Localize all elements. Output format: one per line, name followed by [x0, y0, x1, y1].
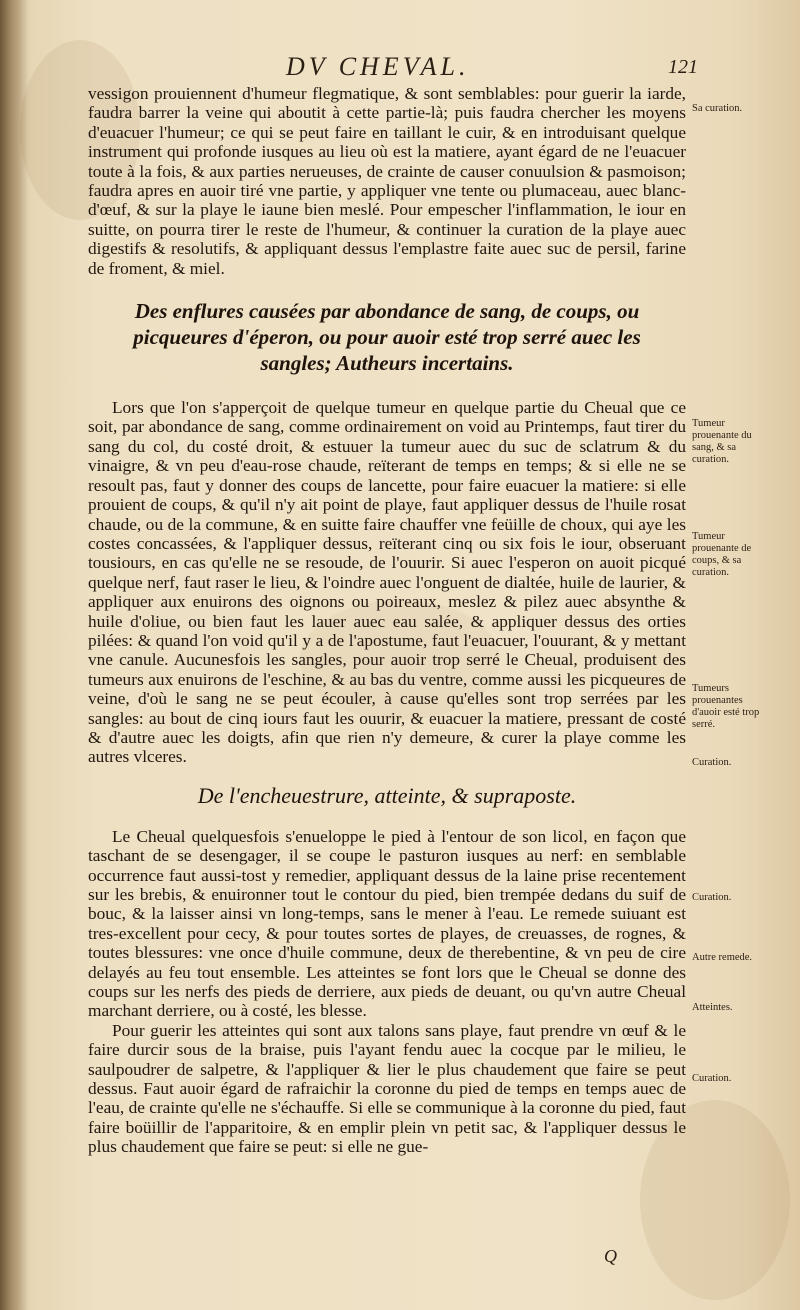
running-head-title: DV CHEVAL.	[286, 52, 470, 81]
margin-note: Tumeur prouenante du sang, & sa curation.	[692, 418, 752, 465]
body-text	[88, 84, 686, 1157]
page-number: 121	[668, 56, 698, 78]
catchword: Q	[604, 1246, 617, 1266]
margin-note: Autre remede.	[692, 952, 753, 963]
margin-note: Curation.	[692, 1073, 732, 1084]
paragraph: vessigon prouiennent d'humeur flegmatique, & sont semblables: pour guerir la iarde, faudra barrer la veine qui aboutit à cette partie-là; puis faudra chercher les moyens d'euacuer l'humeur; ce qui se peut faire en taillant le cuir, & en introduisant quelque instrument qui profonde iusques au lieu où est la matiere, ayant égard de ne l'euacuer toute à la fois, & aux parties nerueuses, de crainte de causer conuulsion & pasmoison; faudra apres en auoir tiré vne partie, y appliquer vne tente ou plumaceau, auec blanc-d'œuf, & sur la playe le iaune bien meslé. Pour empescher l'inflammation, le iour en suitte, on pourra tirer le reste de l'humeur, & continuer la curation de la playe auec digestifs & resolutifs, & appliquant dessus l'emplastre faite auec suc de persil, farine de froment, & miel.	[88, 84, 686, 278]
margin-note: Sa curation.	[692, 103, 743, 114]
section-heading: Des enflures causées par abondance de sang, de coups, ou picqueures d'éperon, ou pour auoir esté trop serré auec les sangles; Autheurs incertains.	[133, 299, 641, 376]
page-gutter-shadow	[0, 0, 28, 1310]
margin-note: Tumeurs prouenantes d'auoir esté trop serré.	[692, 683, 760, 730]
margin-note: Curation.	[692, 757, 732, 768]
section-heading: De l'encheuestrure, atteinte, & supraposte.	[197, 782, 577, 808]
running-head	[90, 52, 698, 86]
margin-note: Tumeur prouenante de coups, & sa curation.	[692, 531, 752, 578]
paragraph: Le Cheual quelquesfois s'enueloppe le pied à l'entour de son licol, en façon que taschant de se desengager, il se coupe le pasturon iusques au nerf: en semblable occurrence faut aussi-tost y remedier, appliquant dessus de la laine prise recentement sur les brebis, & enuironner tout le contour du pied, bien trempée dedans du suif de bouc, & la laisser ainsi vn long-temps, sans le mener à l'eau. Le remede suiuant est tres-excellent pour cecy, & pour toutes sortes de playes, de creuasses, de rognes, & toutes blessures: vne once d'huile commune, deux de therebentine, & vn peu de cire delayés au feu tout ensemble. Les atteintes se font lors que le Cheual se donne des coups sur les nerfs des pieds de derriere, aux pieds de deuant, ou qu'vn autre Cheual marchant derriere, ou à costé, les blesse.	[88, 826, 686, 1021]
paragraph: Pour guerir les atteintes qui sont aux talons sans playe, faut prendre vn œuf & le faire durcir sous de la braise, puis l'ayant fendu auec la cocque par le milieu, le saulpoudrer de salpetre, & l'appliquer & lier le plus chaudement que faire se peut dessus. Faut auoir égard de rafraichir la coronne du pied de temps en temps auec de l'eau, de crainte qu'elle ne s'échauffe. Si elle se communique à la coronne du pied, faut faire boüillir de l'apparitoire, & en emplir plein vn petit sac, & l'appliquer dessus le plus chaudement que faire se peut: si elle ne gue-	[88, 1020, 686, 1157]
paragraph: Lors que l'on s'apperçoit de quelque tumeur en quelque partie du Cheual que ce soit, par abondance de sang, comme ordinairement on void au Printemps, faut tirer du sang du col, du costé droit, & estuuer la tumeur auec du suc de sclatrum & du vinaigre, & vn peu d'eau-rose chaude, reïterant de temps en temps; & si elle ne se resoult pas, faut y donner des coups de lancette, pour faire euacuer la matiere: si elle prouient de coups, & qu'il n'y ait point de playe, faut appliquer dessus de l'huile rosat chaude, ou de la commune, & en suitte faire chauffer vne feüille de choux, qui aye les costes concassées, & l'appliquer dessus, reïterant cinq ou six fois le iour, obseruant tousiours, en cas qu'elle ne se resoude, de l'ouurir. Si auec l'esperon on auoit picqué quelque nerf, faut raser le lieu, & l'oindre auec l'onguent de dialtée, huile de laurier, & appliquer aux enuirons des oignons ou poireaux, meslez & pilez auec absynthe & huile d'oliue, ou bien faut les lauer auec eau salée, & appliquer dessus des orties pilées: & quand l'on void qu'il y a de l'apostume, faut l'euacuer, l'ouurant, & y mettant vne canule. Aucunesfois les sangles, pour auoir trop serré le Cheual, produisent des tumeurs aux enuirons de l'eschine, & au bas du ventre, comme aussi les picqueures de veine, d'où le sang ne se peut écouler, à cause qu'elles sont trop serrées par les sangles: au bout de cinq iours faut les ouurir, & euacuer la matiere, pressant de costé & d'autre auec les doigts, afin que rien n'y demeure, & curer la playe comme les autres vlceres.	[88, 398, 686, 767]
margin-note: Atteintes.	[692, 1002, 733, 1013]
margin-note: Curation.	[692, 892, 732, 903]
